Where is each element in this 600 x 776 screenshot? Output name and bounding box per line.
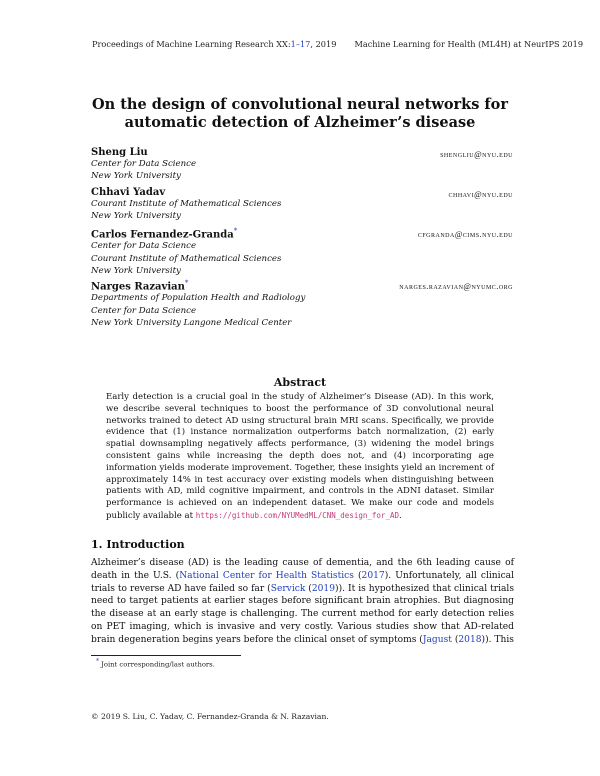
pages-link[interactable]: 1–17 bbox=[290, 39, 311, 49]
author-block bbox=[91, 187, 281, 223]
corresponding-mark[interactable]: * bbox=[233, 227, 238, 235]
code-repository-link[interactable]: https://github.com/NYUMedML/CNN_design_for_AD bbox=[195, 510, 399, 520]
author-name: Chhavi Yadav bbox=[91, 187, 166, 198]
author-email[interactable]: shengliu@nyu.edu bbox=[440, 150, 513, 159]
affiliation: Courant Institute of Mathematical Sciences bbox=[91, 199, 282, 209]
corresponding-mark[interactable]: * bbox=[184, 279, 189, 287]
citation-year-link[interactable]: 2019 bbox=[311, 583, 336, 594]
affiliation: New York University bbox=[91, 265, 181, 276]
author-name: Sheng Liu bbox=[91, 147, 148, 158]
affiliation: Departments of Population Health and Radiology bbox=[91, 293, 306, 304]
paper-title: On the design of convolutional neural networks for automatic detection of Alzheimer’s disease bbox=[92, 96, 508, 131]
citation-link[interactable]: Servick bbox=[270, 583, 306, 594]
author-block bbox=[91, 279, 305, 329]
affiliation: New York University bbox=[91, 171, 181, 182]
author-email[interactable]: narges.razavian@nyumc.org bbox=[399, 282, 513, 291]
citation-link[interactable]: National Center for Health Statistics bbox=[179, 570, 354, 581]
author-block bbox=[91, 227, 281, 277]
author-email[interactable]: chhavi@nyu.edu bbox=[448, 190, 513, 199]
author-name: Narges Razavian bbox=[91, 281, 185, 293]
section-heading: 1. Introduction bbox=[91, 538, 185, 551]
citation-year-link[interactable]: 2017 bbox=[361, 570, 385, 581]
footnote-mark: * bbox=[96, 658, 99, 665]
abstract-heading: Abstract bbox=[273, 376, 327, 389]
affiliation: Center for Data Science bbox=[91, 305, 197, 316]
affiliation: Courant Institute of Mathematical Sciences bbox=[91, 253, 282, 264]
citation-year-link[interactable]: 2018 bbox=[458, 634, 482, 645]
author-email[interactable]: cfgranda@cims.nyu.edu bbox=[417, 230, 513, 239]
affiliation: Center for Data Science bbox=[91, 241, 197, 252]
author-block bbox=[91, 147, 196, 183]
abstract-body: Early detection is a crucial goal in the study of Alzheimer’s Disease (AD). In this work, we describe several techniques to boost the performance of 3D convolutional neural networks trained to detect AD using structural brain MRI scans. Specifically, we provide evidence that (1) instance normalization outperforms batch normalization, (2) early spatial downsampling negatively affects performance, (3) widening the model brings consistent gains while increasing the depth does not, and (4) incorporating age information yields moderate improvement. Together, these insights yield an increment of approximately 14% in test accuracy over existing models when distinguishing between patients with AD, mild cognitive impairment, and controls in the ADNI dataset. Similar performance is achieved on an independent dataset. We make our code and models publicly available at https://github.com/NYUMedML/CNN_design_for_AD. bbox=[106, 392, 494, 521]
copyright-line: © 2019 S. Liu, C. Yadav, C. Fernandez-Granda & N. Razavian. bbox=[91, 712, 329, 721]
author-name: Carlos Fernandez-Granda bbox=[91, 229, 234, 241]
affiliation: New York University bbox=[91, 211, 181, 222]
affiliation: Center for Data Science bbox=[91, 159, 197, 169]
introduction-paragraph: Alzheimer’s disease (AD) is the leading cause of dementia, and the 6th leading cause of death in the U.S. (National Center for Health Statistics (2017). Unfortunately, all clinical trials to reverse AD have failed so far (Servick (2019)). It is hypothesized that clinical trials need to target patients at earlier stages before significant brain atrophies. But diagnosing the disease at an early stage is challenging. The current method for early detection relies on PET imaging, which is invasive and very costly. Various studies show that AD-related brain degeneration begins years before the clinical onset of symptoms (Jagust (2018)). This bbox=[91, 558, 514, 645]
footnote: * Joint corresponding/last authors. bbox=[96, 658, 215, 669]
citation-link[interactable]: Jagust bbox=[422, 634, 452, 645]
affiliation: New York University Langone Medical Center bbox=[91, 317, 292, 328]
running-header: Proceedings of Machine Learning Research XX:1–17, 2019 Machine Learning for Health (ML4H) at NeurIPS 2019 bbox=[92, 39, 584, 49]
footnote-rule bbox=[91, 655, 241, 656]
